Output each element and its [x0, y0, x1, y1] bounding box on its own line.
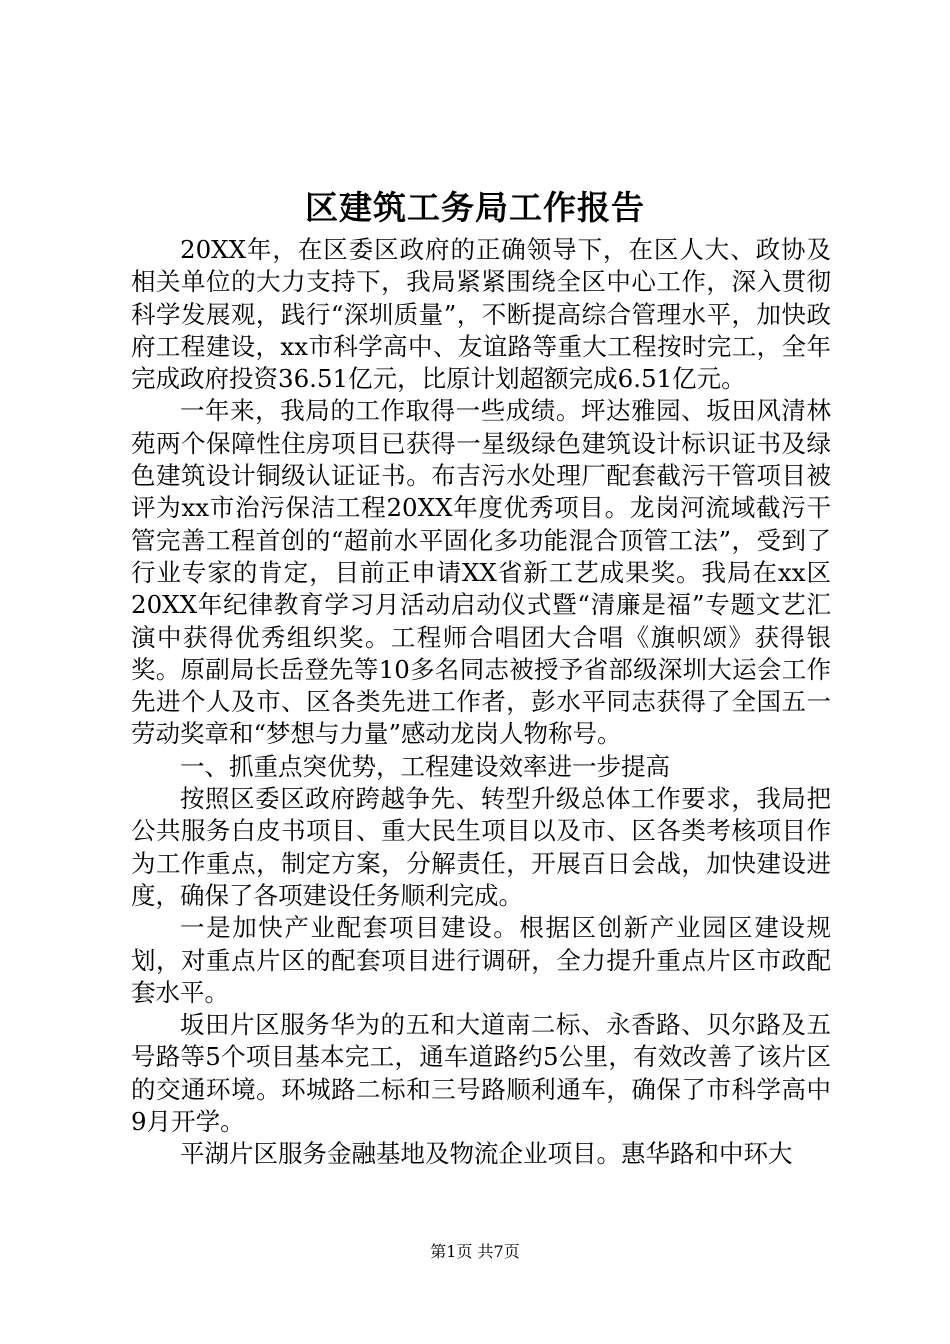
paragraph-section-1-intro: 按照区委区政府跨越争先、转型升级总体工作要求，我局把公共服务白皮书项目、重大民生项目以及市、区各类考核项目作为工作重点，制定方案，分解责任，开展百日会战，加快建设进度，确保了各项建设任务顺利完成。: [131, 784, 831, 910]
paragraph-achievements: 一年来，我局的工作取得一些成绩。坪达雅园、坂田风清林苑两个保障性住房项目已获得一星级绿色建筑设计标识证书及绿色建筑设计铜级认证证书。布吉污水处理厂配套截污干管项目被评为xx市治污保洁工程20XX年度优秀项目。龙岗河流域截污干管完善工程首创的“超前水平固化多功能混合顶管工法”，受到了行业专家的肯定，目前正申请XX省新工艺成果奖。我局在xx区20XX年纪律教育学习月活动启动仪式暨“清廉是福”专题文艺汇演中获得优秀组织奖。工程师合唱团大合唱《旗帜颂》获得银奖。原副局长岳登先等10多名同志被授予省部级深圳大运会工作先进个人及市、区各类先进工作者，彭水平同志获得了全国五一劳动奖章和“梦想与力量”感动龙岗人物称号。: [131, 396, 831, 749]
paragraph-industry-projects: 一是加快产业配套项目建设。根据区创新产业园区建设规划，对重点片区的配套项目进行调研，全力提升重点片区市政配套水平。: [131, 913, 831, 1007]
section-heading-1: 一、抓重点突优势，工程建设效率进一步提高: [180, 751, 670, 781]
paragraph-bantian-area: 坂田片区服务华为的五和大道南二标、永香路、贝尔路及五号路等5个项目基本完工，通车道路约5公里，有效改善了该片区的交通环境。环城路二标和三号路顺利通车，确保了市科学高中9月开学。: [131, 1010, 831, 1137]
document-body: [131, 234, 831, 1171]
paragraph-intro: 20XX年，在区委区政府的正确领导下，在区人大、政协及相关单位的大力支持下，我局紧紧围绕全区中心工作，深入贯彻科学发展观，践行“深圳质量”，不断提高综合管理水平，加快政府工程建设，xx市科学高中、友谊路等重大工程按时完工，全年完成政府投资36.51亿元，比原计划超额完成6.51亿元。: [131, 235, 831, 394]
document-title: 区建筑工务局工作报告: [305, 188, 645, 227]
page-number-footer: 第1页 共7页: [430, 1242, 520, 1261]
paragraph-pinghu-area: 平湖片区服务金融基地及物流企业项目。惠华路和中环大: [180, 1139, 793, 1169]
